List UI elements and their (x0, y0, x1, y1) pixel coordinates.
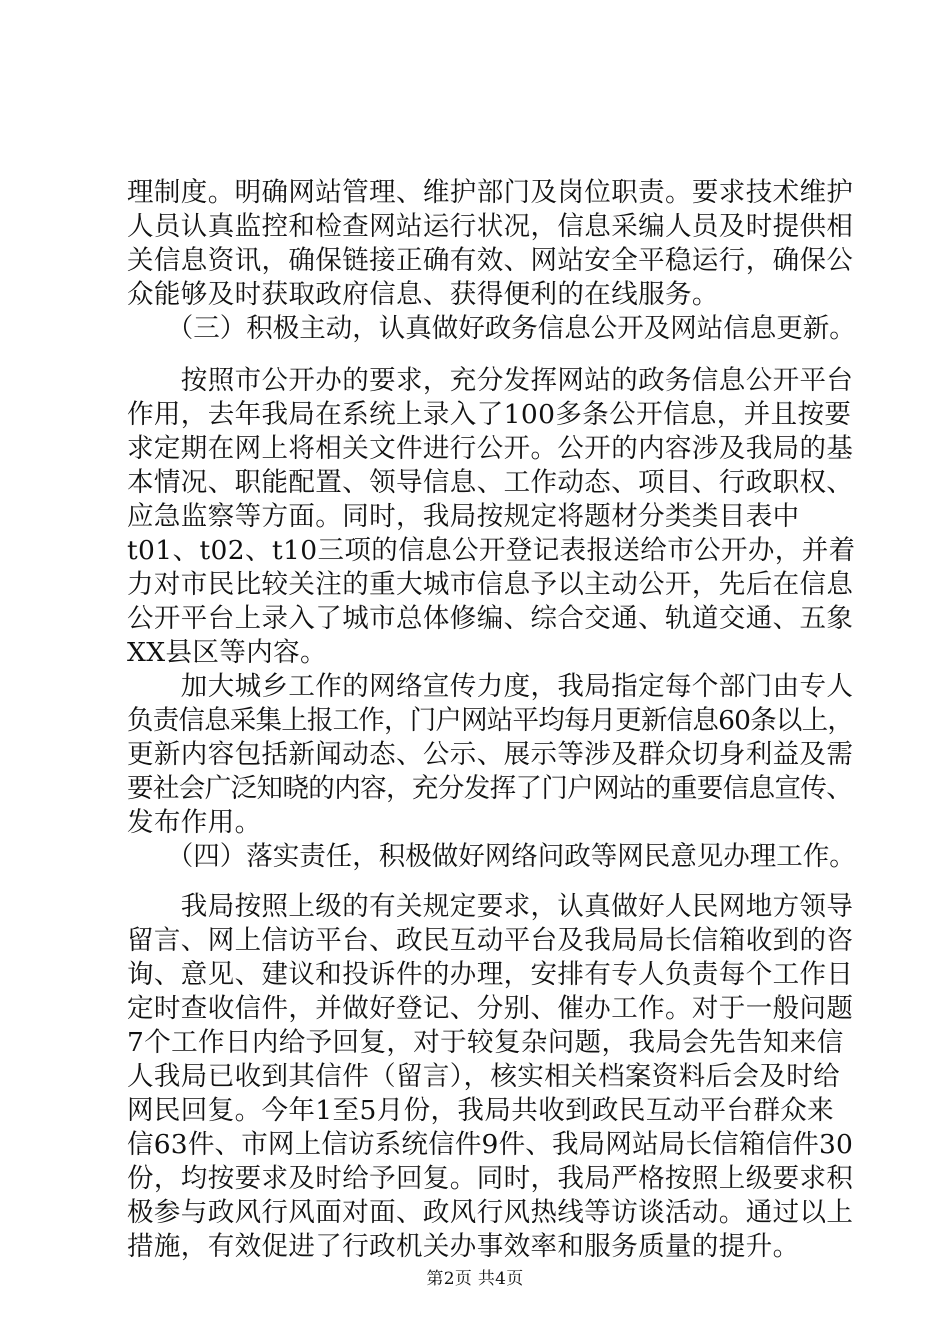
text-line: 定时查收信件，并做好登记、分别、催办工作。对于一般问题 (127, 993, 854, 1024)
text-line: 应急监察等方面。同时，我局按规定将题材分类类目表中 (127, 501, 800, 532)
text-line: 公开平台上录入了城市总体修编、综合交通、轨道交通、五象 (127, 603, 854, 634)
text-line: 信63件、市网上信访系统信件9件、我局网站局长信箱信件30 (127, 1129, 854, 1160)
text-line: 关信息资讯，确保链接正确有效、网站安全平稳运行，确保公 (127, 245, 854, 276)
text-line: XX县区等内容。 (127, 637, 327, 668)
text-line: 按照市公开办的要求，充分发挥网站的政务信息公开平台 (127, 365, 854, 396)
text-line: 作用，去年我局在系统上录入了100多条公开信息，并且按要 (127, 399, 852, 430)
text-line: 要社会广泛知晓的内容，充分发挥了门户网站的重要信息宣传、 (127, 773, 853, 804)
text-line: 我局按照上级的有关规定要求，认真做好人民网地方领导 (127, 891, 854, 922)
text-line: 询、意见、建议和投诉件的办理，安排有专人负责每个工作日 (127, 959, 854, 990)
text-line: 发布作用。 (127, 807, 262, 838)
text-line: t01、t02、t10三项的信息公开登记表报送给市公开办，并着 (127, 535, 856, 566)
text-line: （三）积极主动，认真做好政务信息公开及网站信息更新。 (127, 313, 856, 344)
text-line: 份，均按要求及时给予回复。同时，我局严格按照上级要求积 (127, 1163, 854, 1194)
text-line: （四）落实责任，积极做好网络问政等网民意见办理工作。 (127, 841, 856, 872)
text-line: 措施，有效促进了行政机关办事效率和服务质量的提升。 (127, 1231, 800, 1262)
text-line: 本情况、职能配置、领导信息、工作动态、项目、行政职权、 (127, 467, 854, 498)
text-line: 人员认真监控和检查网站运行状况，信息采编人员及时提供相 (127, 211, 854, 242)
text-line: 极参与政风行风面对面、政风行风热线等访谈活动。通过以上 (127, 1197, 854, 1228)
text-line: 人我局已收到其信件（留言），核实相关档案资料后会及时给 (127, 1061, 841, 1092)
text-line: 留言、网上信访平台、政民互动平台及我局局长信箱收到的咨 (127, 925, 854, 956)
text-line: 加大城乡工作的网络宣传力度，我局指定每个部门由专人 (127, 671, 854, 702)
text-line: 负责信息采集上报工作，门户网站平均每月更新信息60条以上， (127, 705, 854, 736)
text-line: 更新内容包括新闻动态、公示、展示等涉及群众切身利益及需 (127, 739, 854, 770)
text-line: 理制度。明确网站管理、维护部门及岗位职责。要求技术维护 (127, 177, 854, 208)
text-line: 求定期在网上将相关文件进行公开。公开的内容涉及我局的基 (127, 433, 854, 464)
text-line: 力对市民比较关注的重大城市信息予以主动公开，先后在信息 (127, 569, 854, 600)
text-line: 7个工作日内给予回复，对于较复杂问题，我局会先告知来信 (127, 1027, 844, 1058)
text-line: 众能够及时获取政府信息、获得便利的在线服务。 (127, 279, 719, 310)
text-line: 网民回复。今年1至5月份，我局共收到政民互动平台群众来 (127, 1095, 835, 1126)
page-footer: 第2页 共4页 (426, 1269, 524, 1289)
